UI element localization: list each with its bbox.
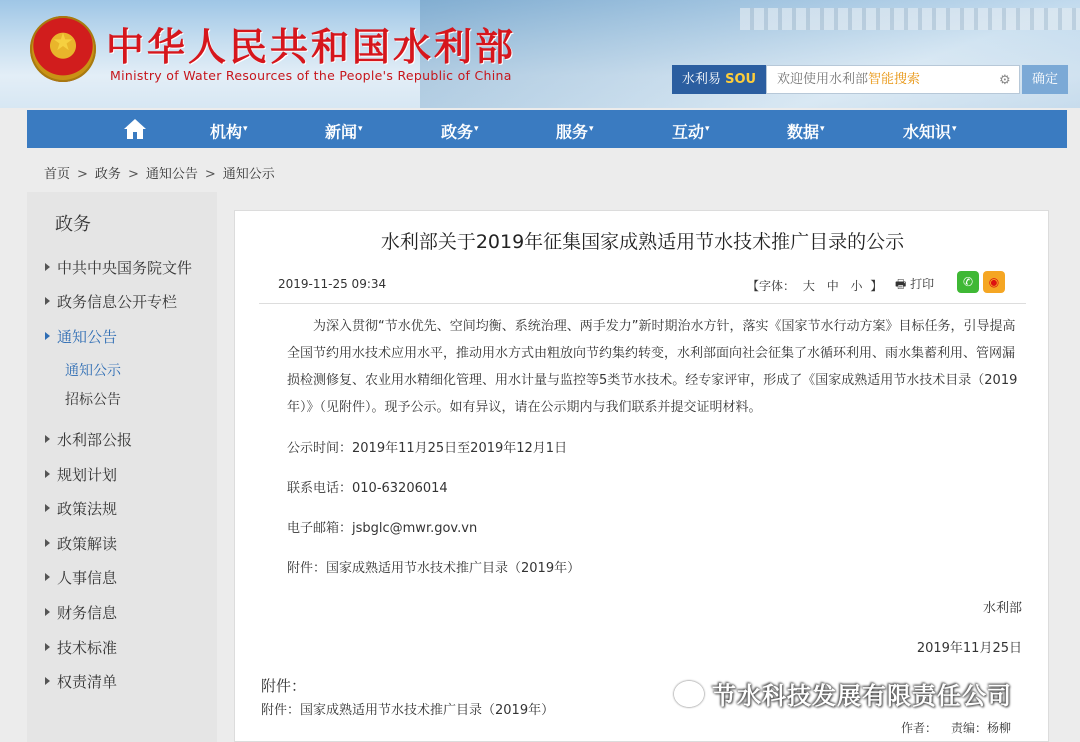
gear-icon[interactable]: ⚙: [999, 73, 1011, 88]
nav-item-shuizhishi[interactable]: 水知识▾: [903, 122, 957, 142]
article-body: 为深入贯彻“节水优先、空间均衡、系统治理、两手发力”新时期治水方针，落实《国家节水行动方案》目标任务，引导提高全国节约用水技术应用水平，推动用水方式由粗放向节约集约转变，水利部面向社会征集了水循环利用、雨水集蓄利用、管网漏损检测修复、农业用水精细化管理、用水计量与监控等5类节水技术。经专家评审，形成了《国家成熟适用节水技术目录（2019年）》（见附件）。现予公示。如有异议，请在公示期内与我们联系并提交证明材料。: [287, 319, 1018, 415]
site-title[interactable]: 中华人民共和国水利部: [106, 24, 517, 69]
watermark: 节水科技发展有限责任公司: [674, 676, 1012, 711]
font-medium-button[interactable]: 中: [826, 279, 839, 293]
breadcrumb-home[interactable]: 首页: [44, 167, 71, 182]
sidebar-item-policy[interactable]: 政策法规: [45, 498, 117, 519]
wechat-bubble-icon: [674, 681, 704, 707]
article-datetime: 2019-11-25 09:34: [278, 277, 387, 291]
attachment-link[interactable]: 附件：国家成熟适用节水技术推广目录（2019年）: [261, 703, 555, 718]
search-bar: [672, 65, 1068, 94]
search-brand-mark: SOU: [725, 72, 757, 87]
printer-icon: 🖶: [895, 277, 907, 291]
national-emblem-icon[interactable]: ★: [30, 16, 96, 82]
wechat-share-icon[interactable]: ✆: [957, 271, 979, 293]
font-size-control: [747, 277, 882, 294]
nav-item-shuju[interactable]: 数据▾: [787, 122, 825, 142]
breadcrumb-current[interactable]: 通知公示: [222, 167, 275, 182]
author-label: 作者：: [901, 721, 938, 735]
article-title: 水利部关于2019年征集国家成熟适用节水技术推广目录的公示: [380, 231, 905, 253]
article-panel: [234, 210, 1049, 742]
sidebar-heading: 政务: [55, 214, 91, 235]
nav-item-fuwu[interactable]: 服务▾: [556, 122, 594, 142]
sidebar-item-power-list[interactable]: 权责清单: [45, 671, 117, 692]
attachment-heading: 附件：: [261, 677, 307, 695]
sidebar-item-policy-interp[interactable]: 政策解读: [45, 533, 117, 554]
attachment-text: 附件：国家成熟适用节水技术推广目录（2019年）: [287, 561, 581, 576]
print-button[interactable]: 🖶 打印: [895, 277, 935, 291]
weibo-share-icon[interactable]: ◉: [983, 271, 1005, 293]
sidebar-item-planning[interactable]: 规划计划: [45, 464, 117, 485]
nav-item-xinwen[interactable]: 新闻▾: [325, 122, 363, 142]
home-icon[interactable]: [123, 118, 147, 140]
sidebar-item-finance[interactable]: 财务信息: [45, 602, 117, 623]
search-submit-button[interactable]: 确定: [1022, 65, 1068, 94]
sidebar-item-central-docs[interactable]: 中共中央国务院文件: [45, 257, 192, 278]
sidebar-item-notices[interactable]: 通知公告: [45, 326, 117, 347]
font-small-button[interactable]: 小: [850, 279, 863, 293]
font-label: 【字体：: [747, 279, 796, 293]
signature-date: 2019年11月25日: [916, 641, 1022, 656]
sidebar-item-standards[interactable]: 技术标准: [45, 637, 117, 658]
breadcrumb-notices[interactable]: 通知公告: [145, 167, 198, 182]
sidebar-subitem-tender[interactable]: 招标公告: [65, 392, 121, 408]
notice-period: 公示时间：2019年11月25日至2019年12月1日: [287, 441, 568, 456]
search-brand: 水利易 SOU: [672, 65, 766, 94]
sidebar-item-bulletin[interactable]: 水利部公报: [45, 429, 132, 450]
sidebar: [27, 192, 217, 742]
site-header: [0, 0, 1080, 108]
nav-item-zhengwu[interactable]: 政务▾: [441, 122, 479, 142]
header-dam-graphic: [740, 8, 1080, 30]
contact-email: 电子邮箱：jsbglc@mwr.gov.vn: [287, 521, 478, 536]
author-info: [901, 719, 1025, 736]
nav-item-hudong[interactable]: 互动▾: [672, 122, 710, 142]
search-placeholder: 欢迎使用水利部: [777, 72, 869, 87]
nav-item-jigou[interactable]: 机构▾: [210, 122, 248, 142]
title-divider: [259, 303, 1026, 304]
share-buttons: [957, 271, 1007, 295]
search-input[interactable]: [766, 65, 1020, 94]
contact-phone: 联系电话：010-63206014: [287, 481, 448, 496]
font-label-close: 】: [870, 279, 883, 293]
main-nav: [27, 110, 1067, 148]
breadcrumb-zhengwu[interactable]: 政务: [94, 167, 121, 182]
signature: 水利部: [982, 601, 1022, 616]
site-title-english: Ministry of Water Resources of the People's Republic of China: [110, 68, 512, 83]
sidebar-subitem-notice-public[interactable]: 通知公示: [65, 363, 121, 379]
editor-label: 责编：杨柳: [951, 721, 1012, 735]
sidebar-item-personnel[interactable]: 人事信息: [45, 567, 117, 588]
font-large-button[interactable]: 大: [802, 279, 815, 293]
breadcrumb: 首页 > 政务 > 通知公告 > 通知公示: [44, 167, 275, 182]
search-placeholder-highlight: 智能搜索: [868, 72, 921, 87]
sidebar-item-info-disclosure[interactable]: 政务信息公开专栏: [45, 291, 177, 312]
